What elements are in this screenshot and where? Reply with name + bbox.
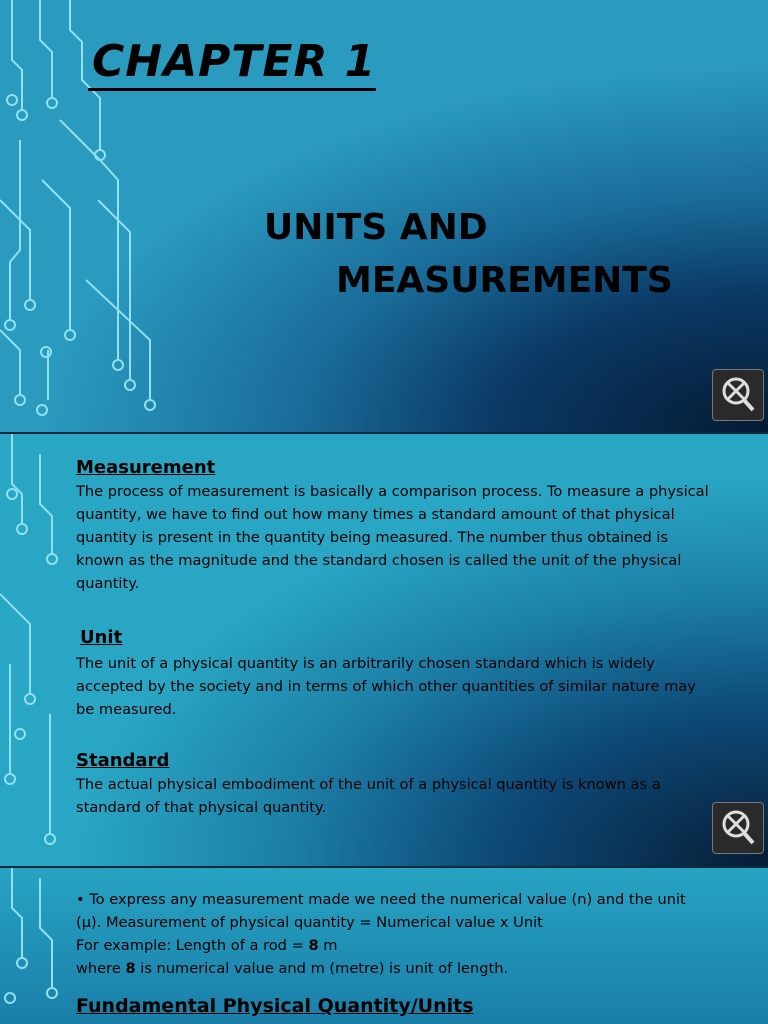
measurement-section (76, 456, 710, 595)
where-suffix: is numerical value and m (metre) is unit of length. (135, 960, 509, 977)
magnifier-x-icon-graphic (713, 370, 763, 420)
unit-body (76, 652, 710, 721)
expression-line3 (76, 957, 710, 980)
fundamental-heading: Fundamental Physical Quantity/Units (76, 995, 474, 1017)
standard-heading: Standard (76, 750, 170, 771)
example-suffix: m (318, 937, 338, 954)
definitions-slide (0, 434, 768, 866)
expression-line2 (76, 934, 710, 957)
unit-heading: Unit (80, 627, 123, 648)
title-slide (0, 0, 768, 432)
magnifier-x-icon[interactable] (712, 369, 764, 421)
example-prefix: For example: Length of a rod = (76, 937, 309, 954)
expression-block (76, 888, 710, 980)
slide-title-line2: MEASUREMENTS (336, 260, 673, 301)
magnifier-x-icon[interactable] (712, 802, 764, 854)
measurement-heading: Measurement (76, 457, 216, 478)
unit-text: The unit of a physical quantity is an arbitrarily chosen standard which is widely accepted by the society and in terms of which other quantities of similar nature may be measured. (76, 655, 696, 718)
expression-line1: • To express any measurement made we need the numerical value (n) and the unit (μ). Measurement of physical quantity = Numerical value x Unit (76, 891, 686, 931)
slide-title-line1: UNITS AND (264, 207, 488, 248)
magnifier-x-icon-graphic (713, 803, 763, 853)
standard-text: The actual physical embodiment of the unit of a physical quantity is known as a standard of that physical quantity. (76, 776, 661, 816)
fundamental-section (76, 994, 748, 1018)
measurement-expression-slide (0, 868, 768, 1024)
standard-section (76, 749, 710, 819)
measurement-text: The process of measurement is basically a comparison process. To measure a physical quantity, we have to find out how many times a standard amount of that physical quantity is present in the quantity being measured. The number thus obtained is known as the magnitude and the standard chosen is called the unit of the physical quantity. (76, 483, 709, 592)
example-value: 8 (308, 937, 319, 954)
chapter-heading: CHAPTER 1 (92, 36, 377, 87)
where-prefix: where (76, 960, 126, 977)
chapter-underline (88, 88, 376, 91)
where-value: 8 (125, 960, 136, 977)
unit-section (80, 626, 710, 650)
